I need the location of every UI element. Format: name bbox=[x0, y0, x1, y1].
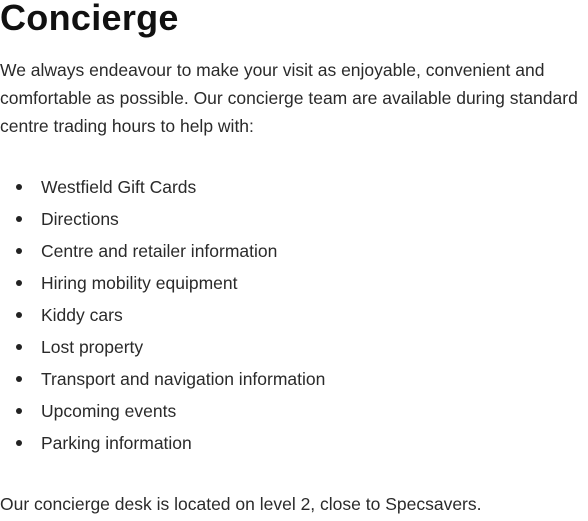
bullet-icon bbox=[16, 376, 22, 382]
bullet-icon bbox=[16, 280, 22, 286]
bullet-icon bbox=[16, 408, 22, 414]
location-note: Our concierge desk is located on level 2, close to Specsavers. bbox=[0, 494, 482, 514]
list-item-label: Westfield Gift Cards bbox=[41, 177, 197, 197]
services-list bbox=[0, 172, 325, 460]
bullet-icon bbox=[16, 312, 22, 318]
list-item-label: Directions bbox=[41, 209, 119, 229]
list-item bbox=[0, 268, 325, 300]
list-item bbox=[0, 396, 325, 428]
list-item-label: Transport and navigation information bbox=[41, 369, 326, 389]
list-item-label: Upcoming events bbox=[41, 401, 177, 421]
list-item-label: Kiddy cars bbox=[41, 305, 123, 325]
bullet-icon bbox=[16, 248, 22, 254]
bullet-icon bbox=[16, 216, 22, 222]
list-item bbox=[0, 236, 325, 268]
list-item bbox=[0, 172, 325, 204]
list-item-label: Parking information bbox=[41, 433, 192, 453]
list-item-label: Lost property bbox=[41, 337, 144, 357]
list-item-label: Centre and retailer information bbox=[41, 241, 278, 261]
list-item bbox=[0, 204, 325, 236]
list-item-label: Hiring mobility equipment bbox=[41, 273, 238, 293]
list-item bbox=[0, 332, 325, 364]
bullet-icon bbox=[16, 184, 22, 190]
page-title: Concierge bbox=[0, 0, 179, 38]
intro-paragraph: We always endeavour to make your visit as enjoyable, convenient and comfortable as possible. Our concierge team are available during standard centre trading hours to help with: bbox=[0, 60, 578, 136]
list-item bbox=[0, 364, 325, 396]
list-item bbox=[0, 300, 325, 332]
bullet-icon bbox=[16, 344, 22, 350]
list-item bbox=[0, 428, 325, 460]
bullet-icon bbox=[16, 440, 22, 446]
